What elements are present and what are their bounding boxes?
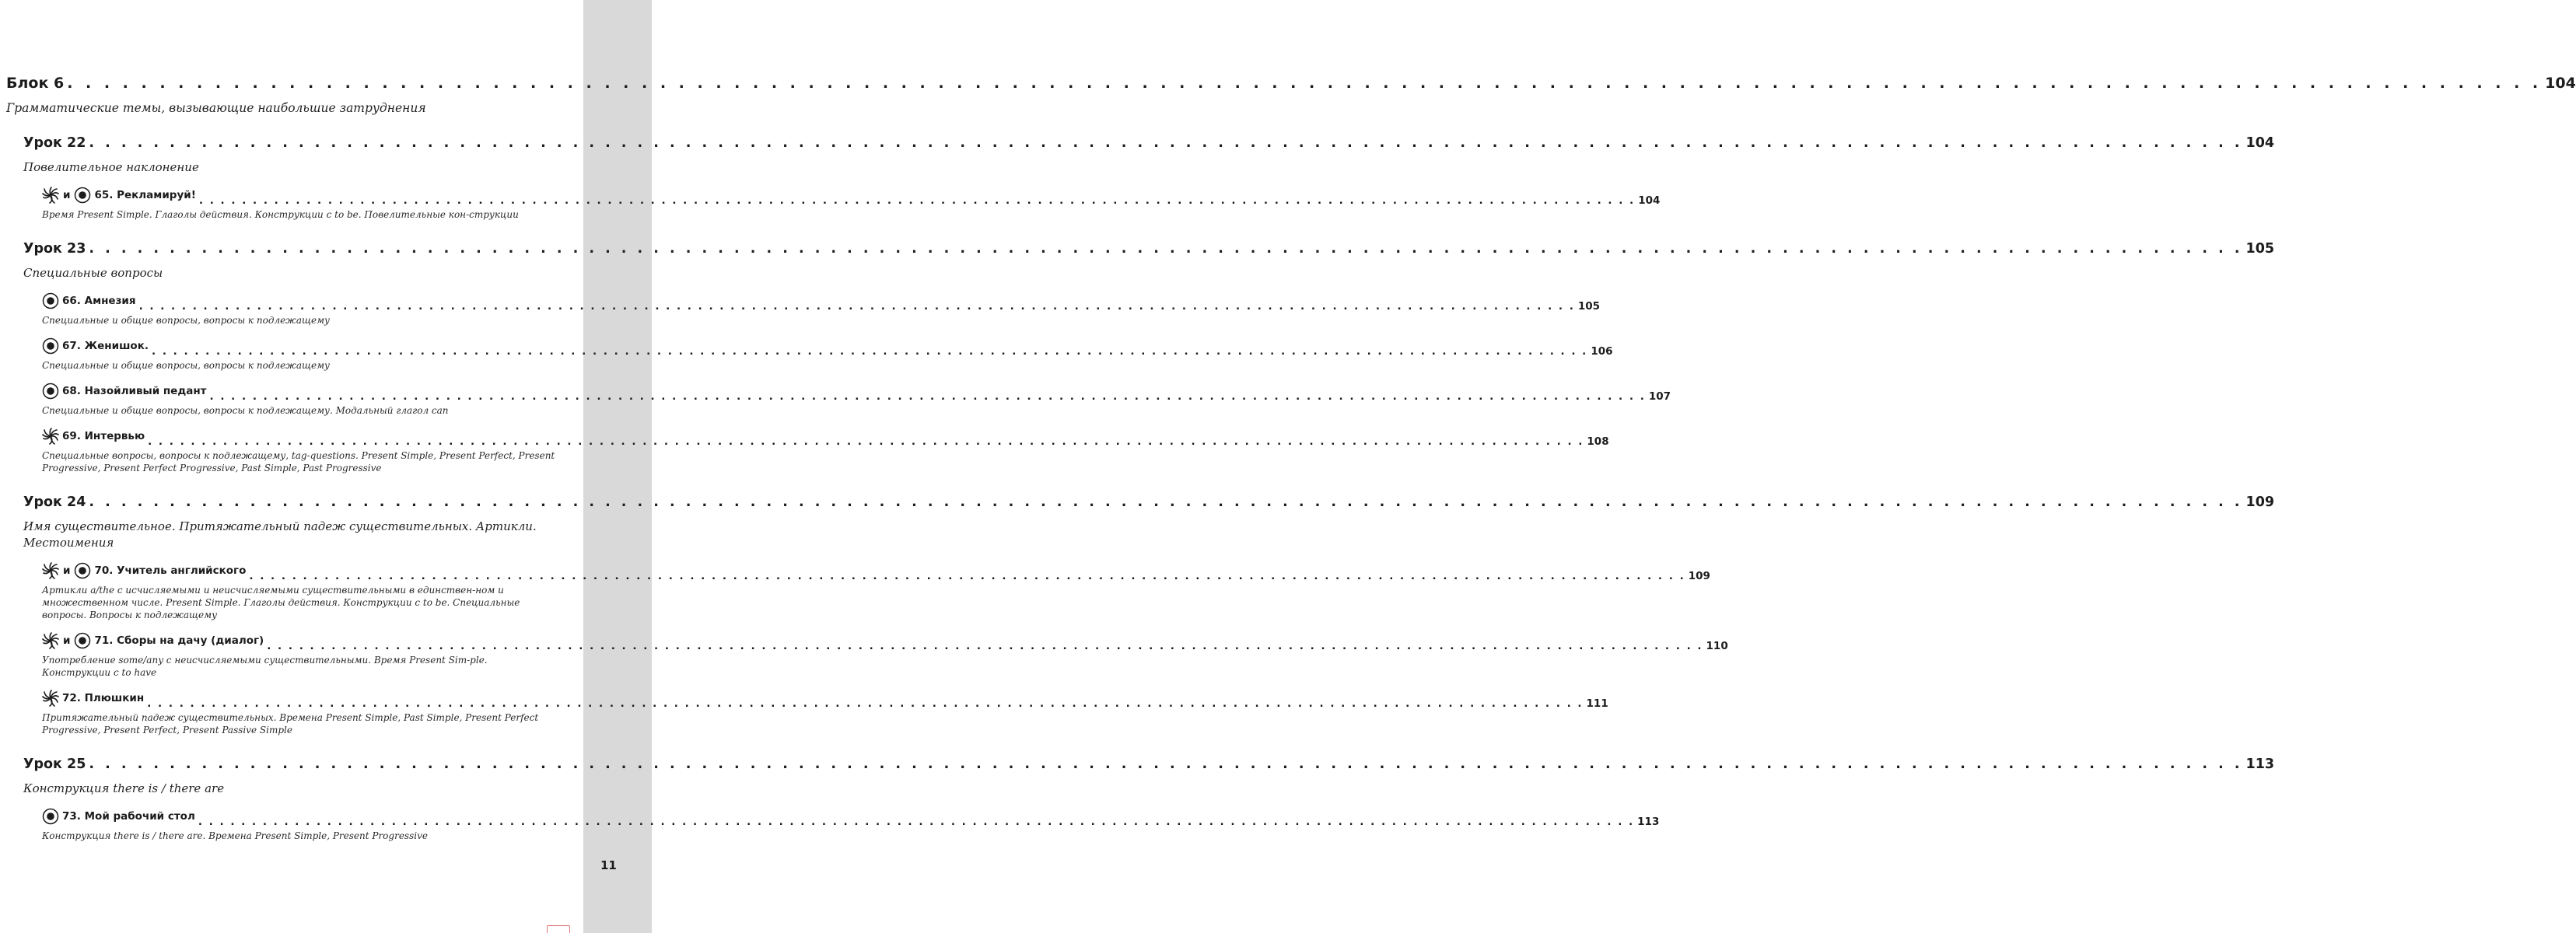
corner-mark xyxy=(547,925,570,933)
disc-icon xyxy=(42,808,59,825)
dot-leader: . . . . . . . . . . . . . . . . . . . . . . . . . . . . . . . . . . . . . . . . . . . . . . . . . . . . . . . . . . . . . . . . . . . . . . . . . . . . . . . . . . . . . . . . . . . . . . . . . . . . . . . . . . . . . . . . . . . . . . . . . . . . . . . . . . . . . . xyxy=(147,697,1584,710)
exercise-72 xyxy=(42,690,1608,736)
exercise-entry[interactable] xyxy=(42,187,1661,207)
exercise-page: 104 xyxy=(1638,194,1661,207)
dot-leader: . . . . . . . . . . . . . . . . . . . . . . . . . . . . . . . . . . . . . . . . . . . . . . . . . . . . . . . . . . . . . . . . . . . . . . . . . . . . . . . . . . . . . . . . . . . . . . . . . . . . . . . . . . . . . . . . . . . . . . . . . . . . . . . . . . . . . . xyxy=(198,816,1635,828)
lesson-heading[interactable] xyxy=(23,135,2275,156)
exercise-title: 72. Плюшкин xyxy=(62,692,145,704)
dot-leader: . . . . . . . . . . . . . . . . . . . . . . . . . . . . . . . . . . . . . . . . . . . . . . . . . . . . . . . . . . . . . . . . . . . . . . . . . . . . . . . . . . . . . . . . . . . . . . . . . . . . . . . . . . . . . . . . . . . . . . . . . . . . . . . . . . . . . . xyxy=(148,435,1584,448)
table-of-contents xyxy=(6,75,2576,842)
dot-leader: . . . . . . . . . . . . . . . . . . . . . . . . . . . . . . . . . . . . . . . . . . . . . . . . . . . . . . . . . . . . . . . . . . . . . . . . . . . . . . . . . . . . . . . . . . . . . . . . . . . . . . . . . . . . . . . . . . . . . . . . . . . . . . . . . . . . . . xyxy=(89,135,2243,151)
exercise-entry[interactable] xyxy=(42,808,1660,828)
lesson-subtitle: Конструкция there is / there are xyxy=(23,781,225,795)
exercise-title: 73. Мой рабочий стол xyxy=(62,810,195,823)
disc-icon xyxy=(42,292,59,309)
lesson-page: 109 xyxy=(2245,494,2275,510)
block-heading[interactable] xyxy=(6,75,2576,96)
exercise-title: 66. Амнезия xyxy=(62,295,136,307)
exercise-66 xyxy=(42,292,1601,327)
lesson-heading[interactable] xyxy=(23,241,2275,261)
lesson-23 xyxy=(23,241,2275,474)
swirl-icon xyxy=(42,632,59,649)
exercise-entry[interactable] xyxy=(42,428,1609,448)
lesson-page: 105 xyxy=(2245,241,2275,257)
lesson-subtitle: Повелительное наклонение xyxy=(23,160,199,174)
block-page: 104 xyxy=(2545,75,2576,92)
exercise-71 xyxy=(42,632,1728,679)
dot-leader: . . . . . . . . . . . . . . . . . . . . . . . . . . . . . . . . . . . . . . . . . . . . . . . . . . . . . . . . . . . . . . . . . . . . . . . . . . . . . . . . . . . . . . . . . . . . . . . . . . . . . . . . . . . . . . . . . . . . . . . . . . . . . . . . . . . . . . xyxy=(267,640,1703,652)
block-subtitle: Грамматические темы, вызывающие наибольшие затруднения xyxy=(6,101,426,115)
swirl-icon xyxy=(42,428,59,445)
exercise-page: 105 xyxy=(1577,300,1601,313)
exercise-title: 71. Сборы на дачу (диалог) xyxy=(94,634,264,647)
and-label: и xyxy=(63,564,71,577)
exercise-description: Конструкция there is / there are. Времена Present Simple, Present Progressive xyxy=(42,830,428,841)
exercise-page: 109 xyxy=(1688,570,1710,582)
block-title: Блок 6 xyxy=(6,75,65,92)
lesson-title: Урок 24 xyxy=(23,494,86,510)
dot-leader: . . . . . . . . . . . . . . . . . . . . . . . . . . . . . . . . . . . . . . . . . . . . . . . . . . . . . . . . . . . . . . . . . . . . . . . . . . . . . . . . . . . . . . . . . . . . . . . . . . . . . . . . . . . . . . . . . . . . . . . . . . . . . . . . . . . . . . xyxy=(89,494,2243,510)
and-label: и xyxy=(63,189,71,201)
exercise-title: 70. Учитель английского xyxy=(94,564,247,577)
exercise-description: Специальные и общие вопросы, вопросы к подлежащему xyxy=(42,315,331,326)
and-label: и xyxy=(63,634,71,647)
exercise-73 xyxy=(42,808,1660,842)
exercise-title: 68. Назойливый педант xyxy=(62,385,207,397)
lesson-22 xyxy=(23,135,2275,221)
disc-icon xyxy=(74,187,91,204)
exercise-entry[interactable] xyxy=(42,383,1671,403)
exercise-description: Притяжательный падеж существительных. Времена Present Simple, Past Simple, Present Perfect Progressive, Present Perfect, Present Passive Simple xyxy=(42,712,539,736)
lesson-heading[interactable] xyxy=(23,757,2275,777)
swirl-icon xyxy=(42,690,59,707)
lesson-page: 104 xyxy=(2245,135,2275,151)
lesson-subtitle: Специальные вопросы xyxy=(23,266,163,280)
exercise-title: 65. Рекламируй! xyxy=(94,189,196,201)
exercise-page: 107 xyxy=(1648,390,1671,403)
exercise-title: 69. Интервью xyxy=(62,430,145,442)
exercise-page: 113 xyxy=(1637,816,1660,828)
exercise-description: Артикли a/the с исчисляемыми и неисчисляемыми существительными в единствен-ном и множественном числе. Present Simple. Глаголы действия. Конструкции с to be. Специальные вопросы. Вопросы к подлежащему xyxy=(42,585,520,620)
dot-leader: . . . . . . . . . . . . . . . . . . . . . . . . . . . . . . . . . . . . . . . . . . . . . . . . . . . . . . . . . . . . . . . . . . . . . . . . . . . . . . . . . . . . . . . . . . . . . . . . . . . . . . . . . . . . . . . . . . . . . . . . . . . . . . . . . . . . . . xyxy=(152,345,1588,358)
swirl-icon xyxy=(42,187,59,204)
lesson-title: Урок 25 xyxy=(23,757,86,772)
exercise-page: 108 xyxy=(1587,435,1609,448)
lesson-title: Урок 22 xyxy=(23,135,86,151)
exercise-entry[interactable] xyxy=(42,690,1608,710)
exercise-67 xyxy=(42,337,1613,372)
exercise-68 xyxy=(42,383,1671,417)
exercise-65 xyxy=(42,187,1661,221)
exercise-description: Употребление some/any с неисчисляемыми существительными. Время Present Sim-ple. Конструкции с to have xyxy=(42,655,488,678)
dot-leader: . . . . . . . . . . . . . . . . . . . . . . . . . . . . . . . . . . . . . . . . . . . . . . . . . . . . . . . . . . . . . . . . . . . . . . . . . . . . . . . . . . . . . . . . . . . . . . . . . . . . . . . . . . . . . . . . . . . . . . . . . . . . . . . . . . . . . . xyxy=(138,300,1575,313)
exercise-entry[interactable] xyxy=(42,632,1728,652)
exercise-description: Специальные вопросы, вопросы к подлежащему, tag-questions. Present Simple, Present Perfect, Present Progressive, Present Perfect Progressive, Past Simple, Past Progressive xyxy=(42,450,555,473)
exercise-page: 110 xyxy=(1706,640,1728,652)
disc-icon xyxy=(74,632,91,649)
dot-leader: . . . . . . . . . . . . . . . . . . . . . . . . . . . . . . . . . . . . . . . . . . . . . . . . . . . . . . . . . . . . . . . . . . . . . . . . . . . . . . . . . . . . . . . . . . . . . . . . . . . . . . . . . . . . . . . . . . . . . . . . . . . . . . . . . . . . . . xyxy=(67,75,2543,92)
disc-icon xyxy=(74,562,91,579)
dot-leader: . . . . . . . . . . . . . . . . . . . . . . . . . . . . . . . . . . . . . . . . . . . . . . . . . . . . . . . . . . . . . . . . . . . . . . . . . . . . . . . . . . . . . . . . . . . . . . . . . . . . . . . . . . . . . . . . . . . . . . . . . . . . . . . . . . . . . . xyxy=(209,390,1646,403)
lesson-heading[interactable] xyxy=(23,494,2275,515)
swirl-icon xyxy=(42,562,59,579)
dot-leader: . . . . . . . . . . . . . . . . . . . . . . . . . . . . . . . . . . . . . . . . . . . . . . . . . . . . . . . . . . . . . . . . . . . . . . . . . . . . . . . . . . . . . . . . . . . . . . . . . . . . . . . . . . . . . . . . . . . . . . . . . . . . . . . . . . . . . . xyxy=(89,757,2243,772)
exercise-page: 106 xyxy=(1591,345,1613,358)
lesson-24 xyxy=(23,494,2275,736)
exercise-description: Специальные и общие вопросы, вопросы к подлежащему. Модальный глагол can xyxy=(42,405,449,416)
dot-leader: . . . . . . . . . . . . . . . . . . . . . . . . . . . . . . . . . . . . . . . . . . . . . . . . . . . . . . . . . . . . . . . . . . . . . . . . . . . . . . . . . . . . . . . . . . . . . . . . . . . . . . . . . . . . . . . . . . . . . . . . . . . . . . . . . . . . . . xyxy=(89,241,2243,257)
exercise-description: Специальные и общие вопросы, вопросы к подлежащему xyxy=(42,360,331,371)
lesson-subtitle: Имя существительное. Притяжательный падеж существительных. Артикли. Местоимения xyxy=(23,519,537,550)
dot-leader: . . . . . . . . . . . . . . . . . . . . . . . . . . . . . . . . . . . . . . . . . . . . . . . . . . . . . . . . . . . . . . . . . . . . . . . . . . . . . . . . . . . . . . . . . . . . . . . . . . . . . . . . . . . . . . . . . . . . . . . . . . . . . . . . . . . . . . xyxy=(249,570,1685,582)
exercise-70 xyxy=(42,562,1710,621)
lesson-title: Урок 23 xyxy=(23,241,86,257)
dot-leader: . . . . . . . . . . . . . . . . . . . . . . . . . . . . . . . . . . . . . . . . . . . . . . . . . . . . . . . . . . . . . . . . . . . . . . . . . . . . . . . . . . . . . . . . . . . . . . . . . . . . . . . . . . . . . . . . . . . . . . . . . . . . . . . . . . . . . . xyxy=(198,194,1636,207)
exercise-page: 111 xyxy=(1586,697,1608,710)
disc-icon xyxy=(42,383,59,400)
page-number: 11 xyxy=(600,858,617,872)
exercise-69 xyxy=(42,428,1609,474)
exercise-entry[interactable] xyxy=(42,337,1613,358)
exercise-description: Время Present Simple. Глаголы действия. Конструкции с to be. Повелительные кон-струкции xyxy=(42,209,519,220)
exercise-title: 67. Женишок. xyxy=(62,340,149,352)
lesson-page: 113 xyxy=(2245,757,2275,772)
lesson-25 xyxy=(23,757,2275,842)
disc-icon xyxy=(42,337,59,355)
exercise-entry[interactable] xyxy=(42,562,1710,582)
exercise-entry[interactable] xyxy=(42,292,1601,313)
